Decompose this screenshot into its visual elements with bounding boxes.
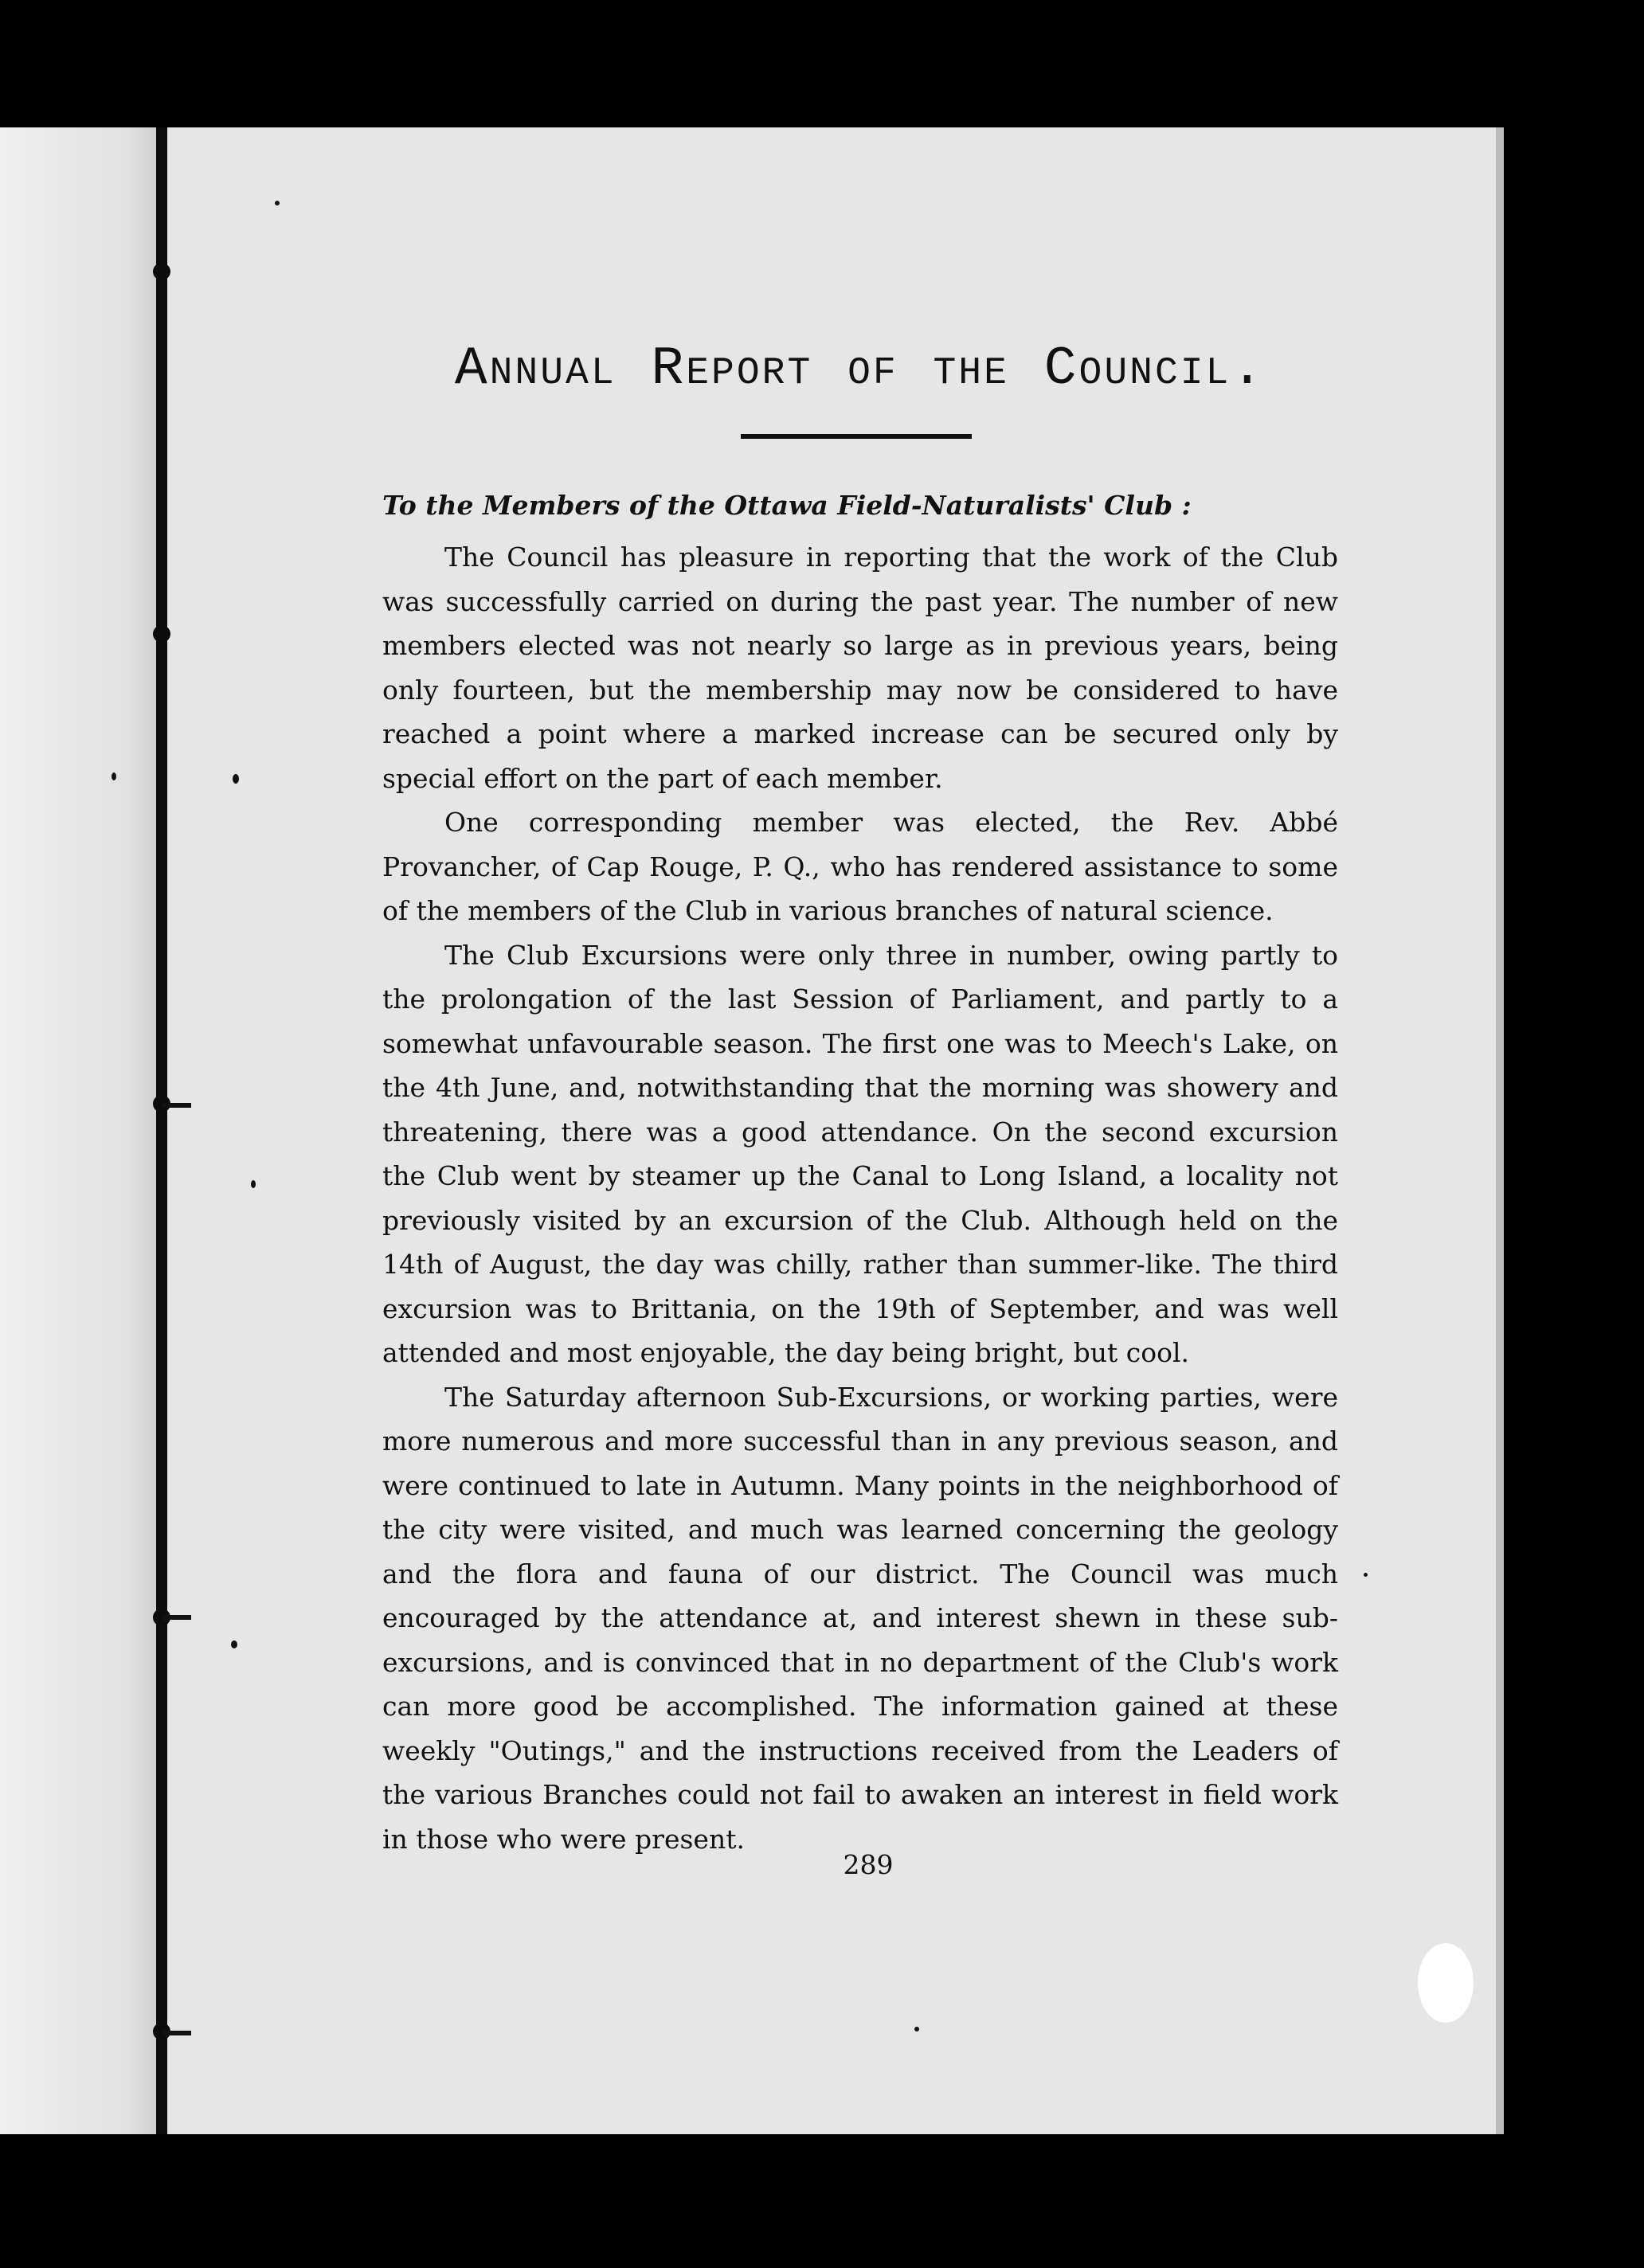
ink-speck xyxy=(231,1640,237,1648)
page-edge-shadow xyxy=(1496,127,1504,2134)
ink-speck xyxy=(233,774,239,784)
title-rule xyxy=(741,434,972,439)
book-binding xyxy=(156,127,167,2134)
binding-stitch xyxy=(162,1615,191,1620)
binding-stitch xyxy=(162,2031,191,2035)
ink-speck xyxy=(275,201,280,205)
report-body xyxy=(382,535,1338,1861)
paragraph: One corresponding member was elected, the Rev. Abbé Provancher, of Cap Rouge, P. Q., who has rendered assistance to some of the members of the Club in various branches of natural science. xyxy=(382,807,1338,926)
binding-knot xyxy=(153,625,170,643)
ink-speck xyxy=(251,1180,256,1188)
binding-knot xyxy=(153,263,170,280)
paragraph: The Club Excursions were only three in number, owing partly to the prolongation of the last Session of Parliament, and partly to a somewhat unfavourable season. The first one was to Meech's Lake, on the 4th June, and, notwithstanding that the morning was showery and threatening, there was a good attendance. On the second excursion the Club went by steamer up the Canal to Long Island, a locality not previously visited by an excursion of the Club. Although held on the 14th of August, the day was chilly, rather than summer-like. The third excursion was to Brittania, on the 19th of September, and was well attended and most enjoyable, the day being bright, but cool. xyxy=(382,939,1338,1368)
binding-stitch xyxy=(162,1103,191,1108)
paragraph: The Saturday afternoon Sub-Excursions, or working parties, were more numerous and more successful than in any previous season, and were continued to late in Autumn. Many points in the neighborhood of the city were visited, and much was learned concerning the geology and the flora and fauna of our district. The Council was much encouraged by the attendance at, and interest shewn in these sub-excursions, and is convinced that in no department of the Club's work can more good be accomplished. The information gained at these weekly "Outings," and the instructions received from the Leaders of the various Branches could not fail to awaken an interest in field work in those who were present. xyxy=(382,1381,1338,1855)
paragraph: The Council has pleasure in reporting that the work of the Club was successfully carried on during the past year. The number of new members elected was not nearly so large as in previous years, being only fourteen, but the membership may now be considered to have reached a point where a marked increase can be secured only by special effort on the part of each member. xyxy=(382,542,1338,794)
page-number: 289 xyxy=(843,1849,894,1880)
report-title: Annual Report of the Council. xyxy=(454,338,1266,400)
ink-speck xyxy=(914,2027,919,2031)
salutation: To the Members of the Ottawa Field-Naturalists' Club : xyxy=(382,490,1192,521)
facing-page-edge xyxy=(0,127,156,2134)
ink-speck xyxy=(112,772,116,780)
ink-speck xyxy=(1364,1573,1368,1577)
paper-blemish xyxy=(1418,1943,1474,2023)
